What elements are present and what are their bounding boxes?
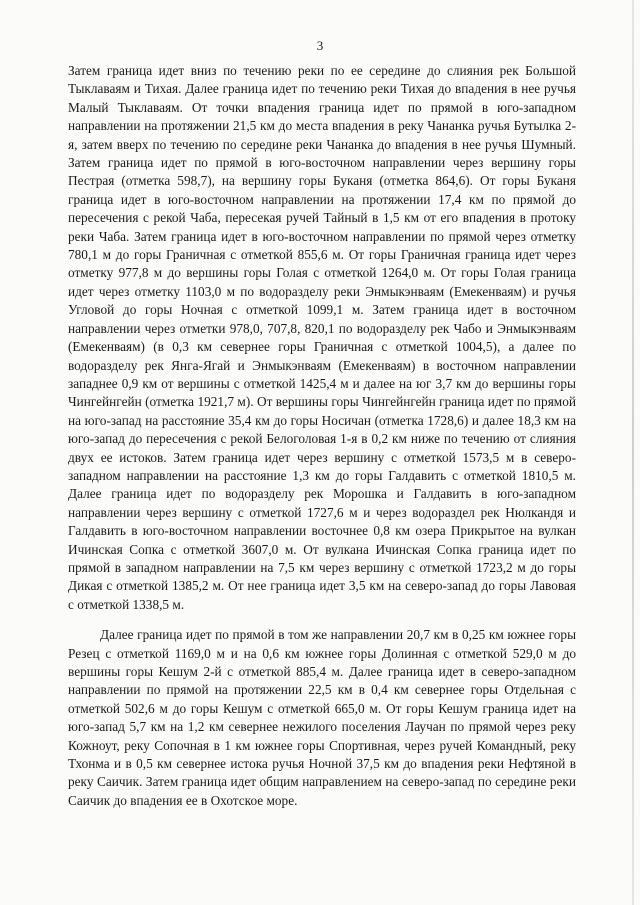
scan-edge-shadow (632, 0, 634, 905)
paragraph-1: Затем граница идет вниз по течению реки по ее середине до слияния рек Большой Тыклаваям и Тихая. Далее граница идет по течению реки Тихая до впадения в нее ручья Малый Тыклаваям. От точки впадения граница идет по прямой в юго-западном направлении на протяжении 21,5 км до места впадения в реку Чананка ручья Бутылка 2-я, затем вверх по течению по середине реки Чананка до впадения в нее ручья Шумный. Затем граница идет по прямой в юго-восточном направлении через вершину горы Пестрая (отметка 598,7), на вершину горы Буканя (отметка 864,6). От горы Буканя граница идет в юго-восточном направлении на протяжении 17,4 км по прямой до пересечения с рекой Чаба, пересекая ручей Тайный в 1,5 км от его впадения в протоку реки Чаба. Затем граница идет в юго-восточном направлении по прямой через отметку 780,1 м до горы Граничная с отметкой 855,6 м. От горы Граничная граница идет через отметку 977,8 м до вершины горы Голая с отметкой 1264,0 м. От горы Голая граница идет через отметку 1103,0 м по водоразделу реки Энмыкэнваям (Емекенваям) и ручья Угловой до горы Ночная с отметкой 1099,1 м. Затем граница идет в восточном направлении через отметки 978,0, 707,8, 820,1 по водоразделу рек Чабо и Энмыкэнваям (Емекенваям) (в 0,3 км севернее горы Граничная с отметкой 1004,5), а далее по водоразделу рек Янга-Ягай и Энмыкэнваям (Емекенваям) в восточном направлении западнее 0,9 км от вершины с отметкой 1425,4 м и далее на юг 3,7 км до вершины горы Чингейнгейн (отметка 1921,7 м). От вершины горы Чингейнгейн граница идет по прямой на юго-запад на расстояние 35,4 км до горы Носичан (отметка 1728,6) и далее 18,3 км на юго-запад до пересечения с рекой Белоголовая 1-я в 0,2 км ниже по течению от слияния двух ее истоков. Затем граница идет через вершину с отметкой 1573,5 м в северо-западном направлении на расстояние 1,3 км до горы Галдавить с отметкой 1810,5 м. Далее граница идет по водоразделу рек Морошка и Галдавить в юго-западном направлении через вершину с отметкой 1727,6 м и через водораздел рек Нюлкандя и Галдавить в юго-восточном направлении восточнее 0,8 км озера Прикрытое на вулкан Ичинская Сопка с отметкой 3607,0 м. От вулкана Ичинская Сопка граница идет по прямой в западном направлении на 7,5 км через вершину с отметкой 1723,2 м до горы Дикая с отметкой 1385,2 м. От нее граница идет 3,5 км на северо-запад до горы Лавовая с отметкой 1338,5 м. (68, 63, 576, 612)
document-body (68, 62, 576, 810)
paragraph-2: Далее граница идет по прямой в том же направлении 20,7 км в 0,25 км южнее горы Резец с отметкой 1169,0 м и на 0,6 км южнее горы Долинная с отметкой 529,0 м до вершины горы Кешум 2-й с отметкой 885,4 м. Далее граница идет в северо-западном направлении по прямой на протяжении 22,5 км в 0,4 км севернее горы Отдельная с отметкой 502,6 м до горы Кешум с отметкой 665,0 м. От горы Кешум граница идет на юго-запад 5,7 км на 1,2 км севернее нежилого поселения Лаучан по прямой через реку Кожноут, реку Сопочная в 1 км южнее горы Спортивная, через ручей Командный, реку Тхонма и в 0,5 км севернее истока ручья Ночной 37,5 км до впадения реки Нефтяной в реку Саичик. Затем граница идет общим направлением на северо-запад по середине реки Саичик до впадения ее в Охотское море. (68, 627, 576, 808)
page-number: 3 (316, 38, 324, 53)
